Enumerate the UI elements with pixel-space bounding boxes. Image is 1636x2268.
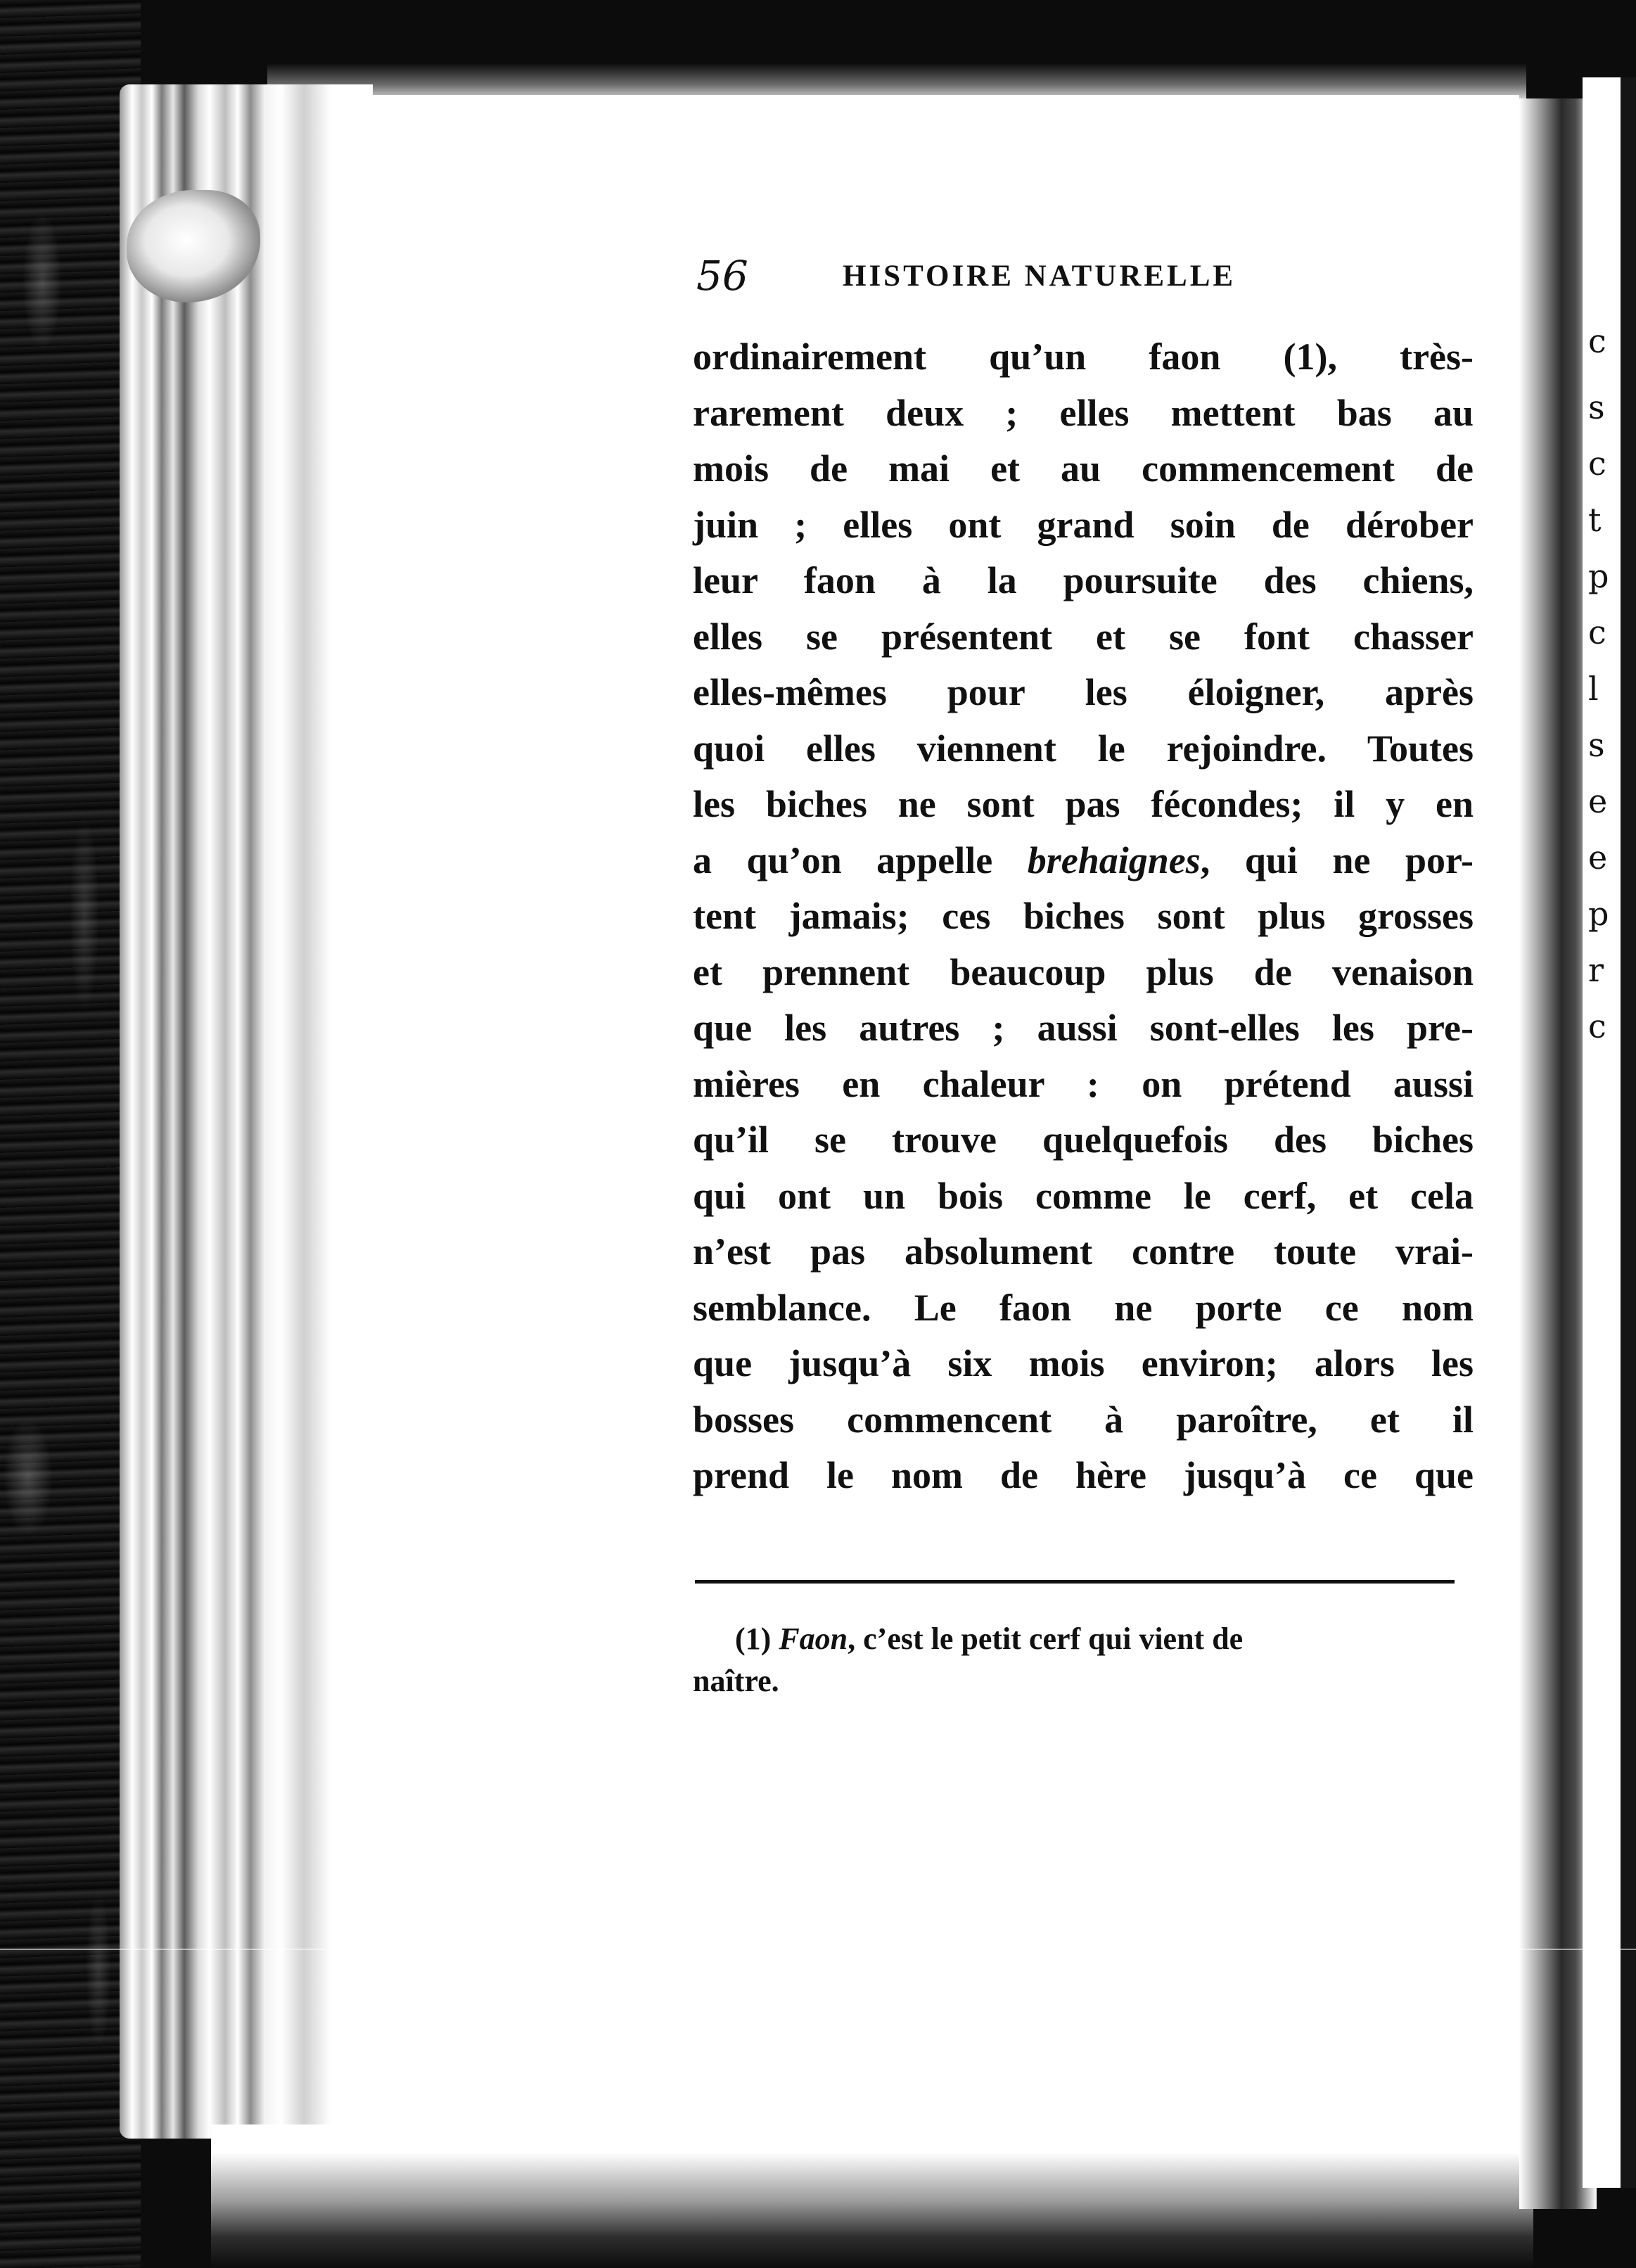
adjacent-page-letter: p — [1588, 557, 1609, 595]
footnote-separator — [695, 1580, 1455, 1584]
text-line: ordinairement qu’un faon (1), très- — [693, 336, 1474, 378]
footnote — [693, 1618, 1474, 1702]
body-text — [693, 329, 1474, 1504]
text-line: semblance. Le faon ne porte ce nom — [693, 1286, 1474, 1329]
scan-artifact-line — [0, 1949, 1636, 1950]
adjacent-page-letter: t — [1588, 501, 1602, 539]
adjacent-page-letter: c — [1588, 1007, 1606, 1045]
stacked-page-edges — [120, 84, 373, 2139]
text-line: prend le nom de hère jusqu’à ce que — [693, 1454, 1474, 1496]
text-line: qui ont un bois comme le cerf, et cela — [693, 1174, 1474, 1217]
page-number: 56 — [696, 252, 748, 300]
footnote-marker: (1) — [735, 1622, 772, 1656]
text-segment: , qui ne por- — [1200, 839, 1474, 881]
text-line: mois de mai et au commencement de — [693, 447, 1474, 490]
text-segment: a qu’on appelle — [693, 839, 1028, 881]
adjacent-page-letter: e — [1588, 782, 1608, 820]
adjacent-page-letter: s — [1588, 388, 1605, 426]
text-line: n’est pas absolument contre toute vrai- — [693, 1230, 1474, 1273]
footnote-text: , c’est le petit cerf qui vient de — [848, 1622, 1244, 1656]
page-header — [696, 248, 1452, 304]
text-line: mières en chaleur : on prétend aussi — [693, 1062, 1474, 1105]
adjacent-page-letter: c — [1588, 445, 1606, 483]
text-line: tent jamais; ces biches sont plus grosses — [693, 895, 1474, 937]
adjacent-page-letter: p — [1588, 895, 1609, 933]
text-line: quoi elles viennent le rejoindre. Toutes — [693, 727, 1474, 770]
text-line: que jusqu’à six mois environ; alors les — [693, 1342, 1474, 1384]
text-line: et prennent beaucoup plus de venaison — [693, 950, 1474, 993]
adjacent-page-letter: l — [1588, 670, 1599, 708]
running-title: HISTOIRE NATURELLE — [843, 260, 1236, 293]
text-line: qu’il se trouve quelquefois des biches — [693, 1119, 1474, 1161]
footnote-text: naître. — [693, 1664, 779, 1698]
text-line: bosses commencent à paroître, et il — [693, 1398, 1474, 1441]
page-bottom-edge — [211, 2124, 1533, 2268]
text-line: leur faon à la poursuite des chiens, — [693, 559, 1474, 601]
text-line: elles-mêmes pour les éloigner, après — [693, 671, 1474, 713]
text-line: juin ; elles ont grand soin de dérober — [693, 503, 1474, 546]
text-line: que les autres ; aussi sont-elles les pre- — [693, 1007, 1474, 1049]
adjacent-page-edge — [1621, 77, 1636, 2188]
adjacent-page-letter: c — [1588, 322, 1606, 360]
adjacent-page-letter: e — [1588, 839, 1608, 877]
footnote-line — [693, 1618, 1474, 1660]
text-line: les biches ne sont pas fécondes; il y en — [693, 783, 1474, 825]
adjacent-page-letter: r — [1588, 951, 1604, 989]
text-line: elles se présentent et se font chasser — [693, 615, 1474, 658]
italic-term: brehaignes — [1027, 839, 1201, 881]
footnote-term: Faon — [779, 1622, 848, 1656]
text-line-mixed — [693, 833, 1474, 889]
adjacent-page-letter: s — [1588, 726, 1605, 764]
text-line: rarement deux ; elles mettent bas au — [693, 391, 1474, 434]
adjacent-page-letter: c — [1588, 613, 1606, 651]
